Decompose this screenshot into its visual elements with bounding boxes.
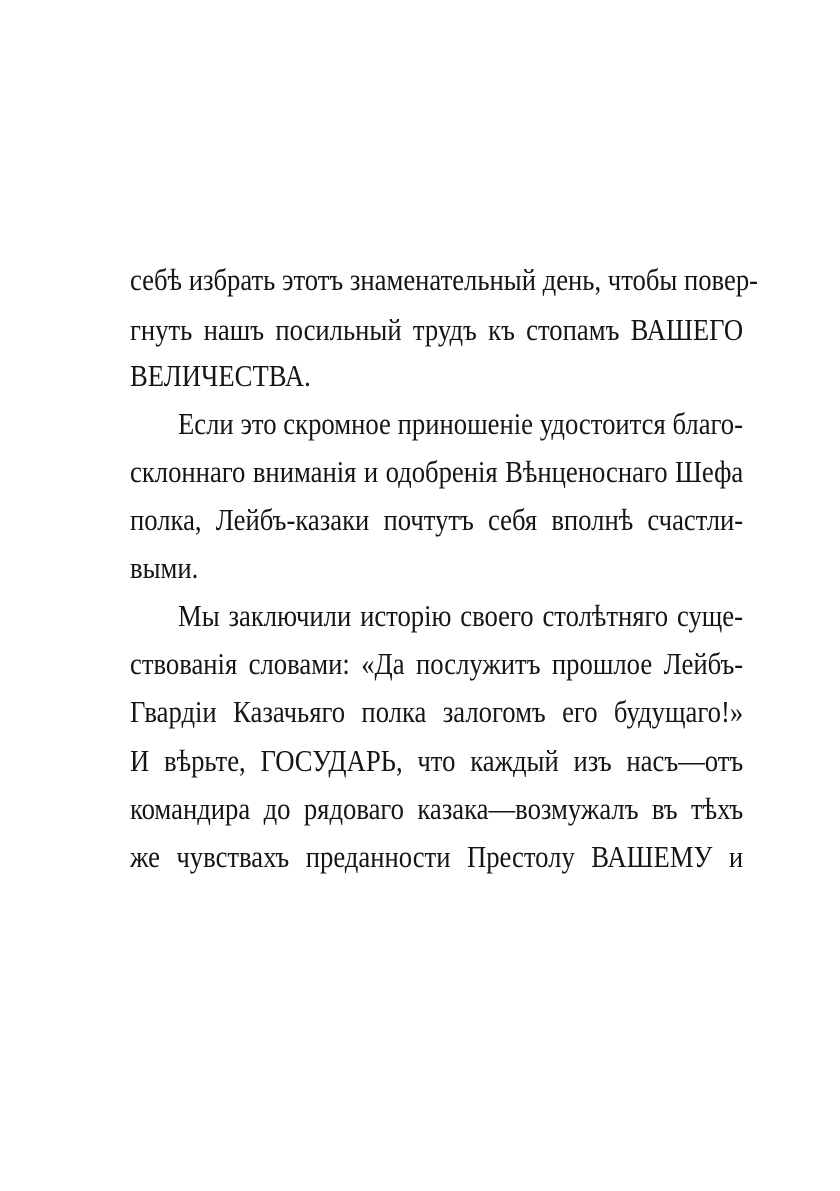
text-line-12: командира до рядоваго казака—возмужалъ въ тѣхъ <box>130 791 744 826</box>
text-line-4: Если это скромное приношеніе удостоится благо- <box>178 406 744 441</box>
text-line-10: Гвардіи Казачьяго полка залогомъ его будущаго!» <box>130 694 744 729</box>
text-line-13: же чувствахъ преданности Престолу ВАШЕМУ и <box>130 839 744 874</box>
text-line-9: ствованія словами: «Да послужитъ прошлое Лейбъ- <box>130 646 744 681</box>
text-line-3: ВЕЛИЧЕСТВА. <box>130 358 311 393</box>
text-line-11: И вѣрьте, ГОСУДАРЬ, что каждый изъ насъ—отъ <box>130 743 744 778</box>
text-line-5: склоннаго вниманія и одобренія Вѣнценоснаго Шефа <box>130 454 744 489</box>
text-line-7: выми. <box>130 550 199 585</box>
text-line-6: полка, Лейбъ-казаки почтутъ себя вполнѣ счастли- <box>130 502 744 537</box>
text-line-2: гнуть нашъ посильный трудъ къ стопамъ ВАШЕГО <box>130 312 744 347</box>
text-line-8: Мы заключили исторію своего столѣтняго суще- <box>178 598 744 633</box>
text-line-1: себѣ избрать этотъ знаменательный день, чтобы повер- <box>130 262 759 297</box>
